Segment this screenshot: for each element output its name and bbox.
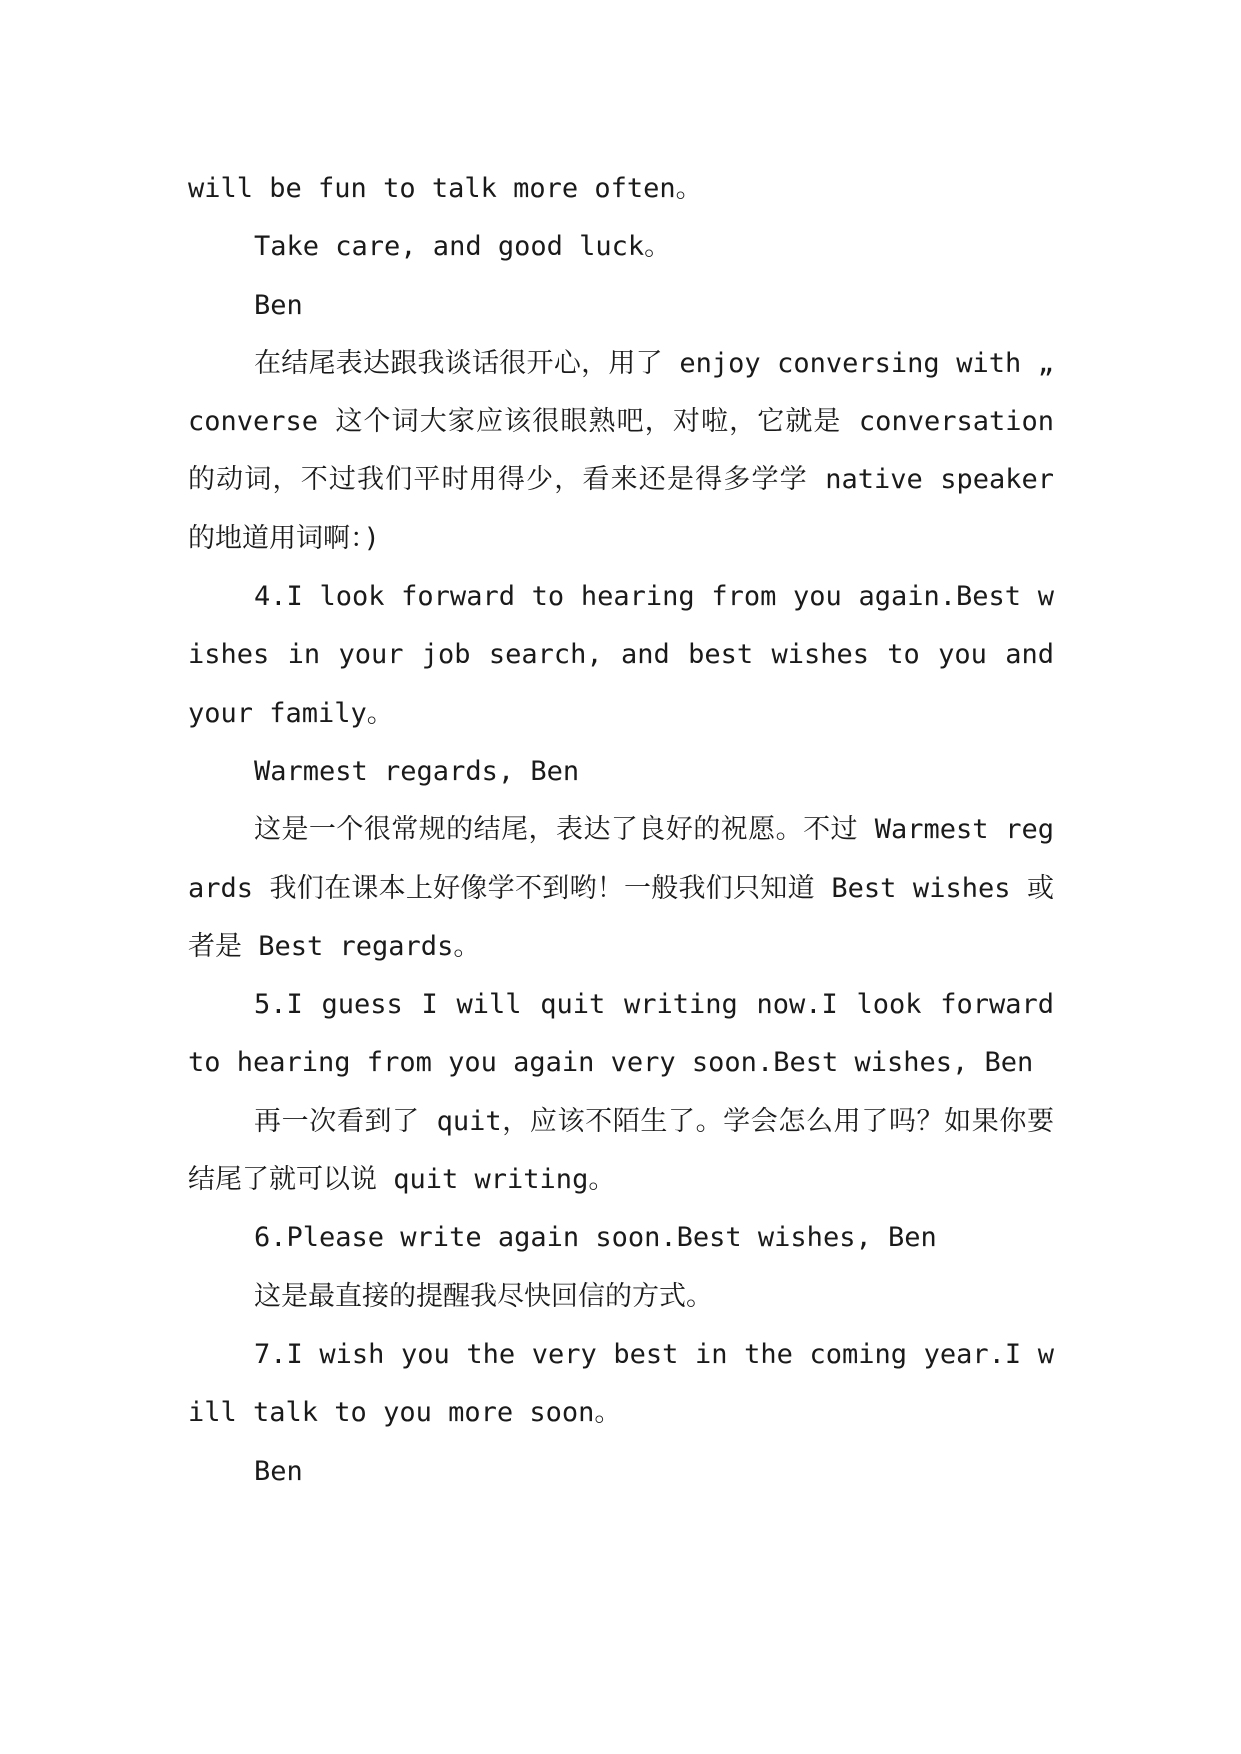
paragraph-12: 7.I wish you the very best in the coming year.I will talk to you more soon。: [188, 1338, 1054, 1429]
paragraph-1: will be fun to talk more often。: [188, 173, 703, 204]
paragraph-8: 5.I guess I will quit writing now.I look forward to hearing from you again very soon.Best wishes, Ben: [188, 989, 1054, 1079]
paragraph-10: 6.Please write again soon.Best wishes, Ben: [254, 1222, 937, 1254]
paragraph-2: Take care, and good luck。: [254, 231, 672, 263]
paragraph-11: 这是最直接的提醒我尽快回信的方式。: [254, 1280, 713, 1312]
paragraph-7: 这是一个很常规的结尾，表达了良好的祝愿。不过 Warmest regards 我们在课本上好像学不到哟！一般我们只知道 Best wishes 或者是 Best regards。: [188, 814, 1054, 962]
paragraph-9: 再一次看到了 quit，应该不陌生了。学会怎么用了吗？如果你要结尾了就可以说 quit writing。: [188, 1105, 1054, 1196]
paragraph-3: Ben: [254, 289, 303, 321]
paragraph-4: 在结尾表达跟我谈话很开心，用了 enjoy conversing with „ converse 这个词大家应该很眼熟吧，对啦，它就是 conversation 的动词，不过我们平时用得少，看来还是得多学学 native speaker 的地道用词啊：): [188, 347, 1054, 554]
document-body: [188, 160, 1054, 1501]
paragraph-6: Warmest regards, Ben: [254, 755, 580, 787]
paragraph-5: 4.I look forward to hearing from you again.Best wishes in your job search, and best wishes to you and your family。: [188, 581, 1054, 729]
paragraph-13: Ben: [254, 1455, 303, 1487]
